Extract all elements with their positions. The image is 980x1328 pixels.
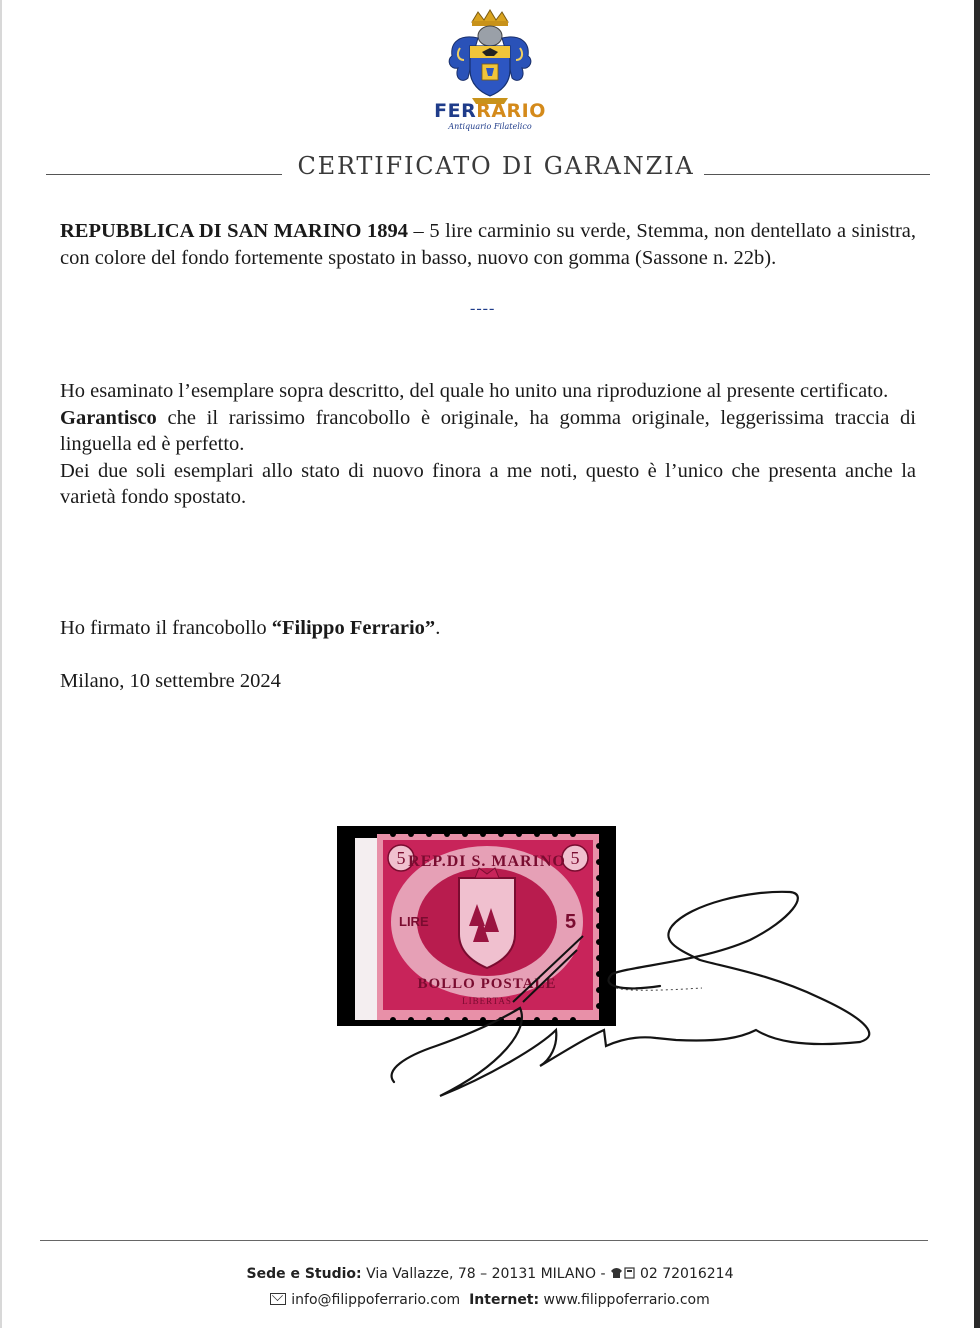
- guarantee-line: [60, 405, 916, 458]
- footer-address-line: [0, 1266, 980, 1282]
- rarity-line: Dei due soli esemplari allo stato di nuovo finora a me noti, questo è l’unico che presenta anche la varietà fondo spostato.: [60, 459, 916, 508]
- brand-name-part2: RARIO: [476, 100, 546, 122]
- description-text: – 5 lire carminio su verde, Stemma, non dentellato a sinistra, con colore del fondo fortemente spostato in basso, nuovo con gomma (Sassone n. 22b).: [60, 220, 916, 269]
- guarantee-bold: Garantisco: [60, 406, 157, 429]
- title-rule-right: [704, 174, 930, 175]
- footer-email-link[interactable]: info@filippoferrario.com: [291, 1292, 461, 1308]
- footer-phone: 02 72016214: [639, 1266, 734, 1282]
- footer-sede-label: Sede e Studio:: [246, 1266, 362, 1282]
- phone-fax-icon: [610, 1267, 636, 1279]
- stamp-bottom-text: BOLLO POSTALE: [417, 976, 557, 992]
- page-edge-right: [974, 0, 980, 1328]
- brand-subtitle: Antiquario Filatelico: [448, 122, 532, 131]
- title-row: [46, 150, 930, 190]
- signed-name: “Filippo Ferrario”: [271, 617, 436, 639]
- examination-line: Ho esaminato l’esemplare sopra descritto, del quale ho unito una riproduzione al presente certificato.: [60, 380, 889, 402]
- guarantee-text: che il rarissimo francobollo è originale, ha gomma originale, leggerissima traccia di linguella ed è perfetto.: [60, 406, 916, 455]
- footer-contact-line: [0, 1292, 980, 1308]
- stamp-side-denomination: 5: [565, 911, 577, 933]
- signed-statement: [60, 615, 916, 642]
- stamp-unit: LIRE: [399, 914, 429, 929]
- page-edge-left: [0, 0, 2, 1328]
- footer-address: Via Vallazze, 78 – 20131 MILANO -: [361, 1266, 610, 1282]
- footer-website-link[interactable]: www.filippoferrario.com: [539, 1292, 710, 1308]
- brand-name-part1: FER: [434, 100, 477, 122]
- stamp-top-text: REP.DI S. MARINO: [408, 853, 566, 870]
- title-rule-left: [46, 174, 282, 175]
- signed-suffix: .: [435, 617, 441, 639]
- footer-internet-label: Internet:: [469, 1292, 540, 1308]
- separator-dashes: ----: [470, 300, 496, 317]
- signed-prefix: Ho firmato il francobollo: [60, 617, 272, 639]
- place-date: Milano, 10 settembre 2024: [60, 670, 281, 692]
- stamp-description: [60, 218, 916, 271]
- email-icon: [270, 1293, 286, 1305]
- examination-text: [60, 378, 916, 511]
- certificate-title: CERTIFICATO DI GARANZIA: [297, 152, 695, 180]
- stamp-corner-denomination-right: 5: [570, 848, 580, 868]
- stamp-motto: LIBERTAS: [462, 996, 512, 1006]
- brand-name: [0, 100, 980, 122]
- description-lead: REPUBBLICA DI SAN MARINO 1894: [60, 220, 408, 242]
- handwritten-signature: [380, 870, 890, 1110]
- stamp-corner-denomination-left: 5: [396, 848, 406, 868]
- footer-rule: [40, 1240, 928, 1241]
